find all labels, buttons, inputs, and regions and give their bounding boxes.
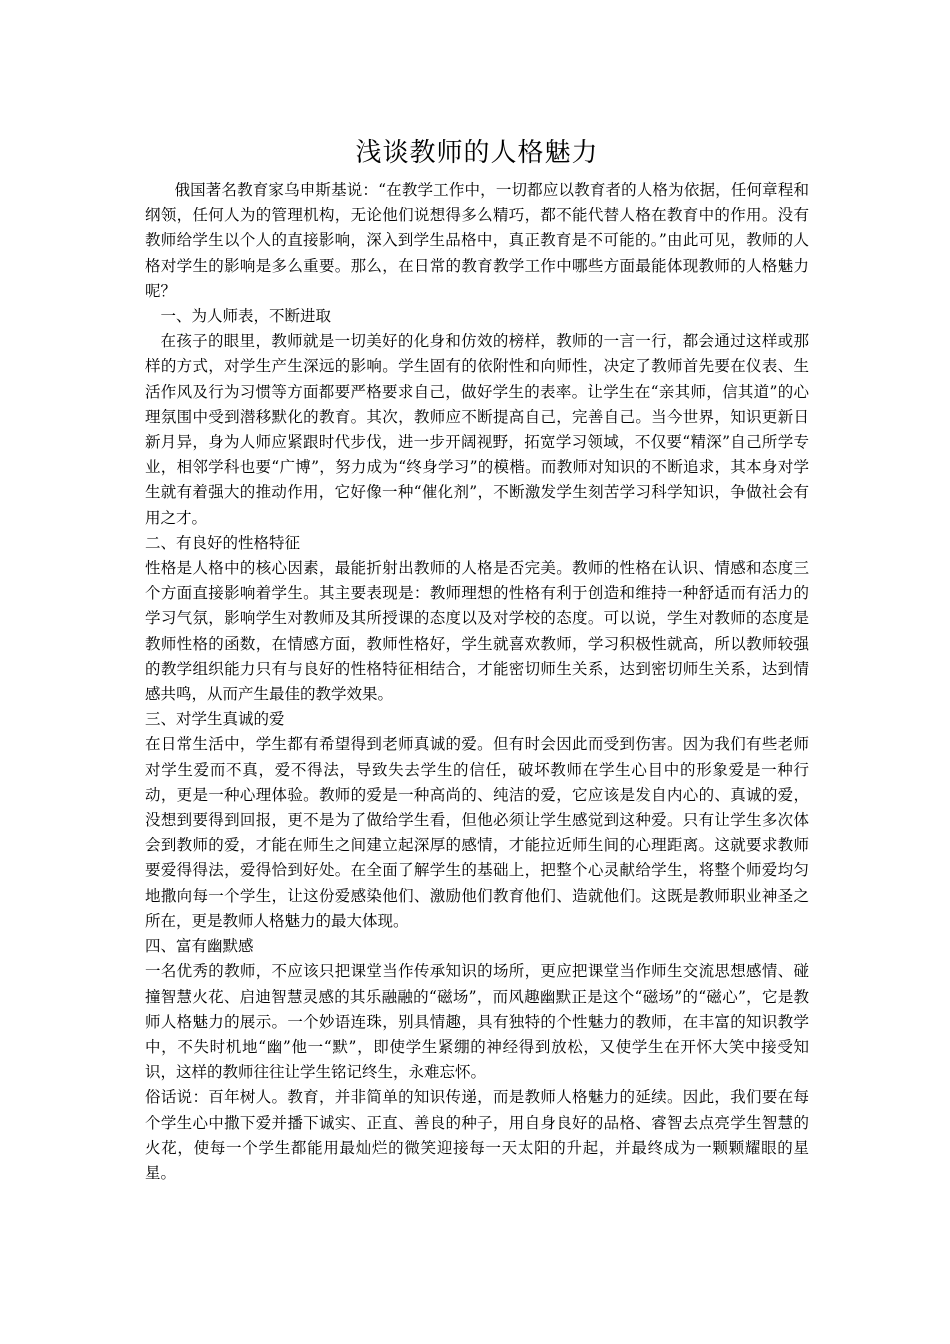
document-page: [145, 136, 809, 1186]
section-body-1: 在孩子的眼里，教师就是一切美好的化身和仿效的榜样，教师的一言一行，都会通过这样或那样的方式，对学生产生深远的影响。学生固有的依附性和向师性，决定了教师首先要在仪表、生活作风及行为习惯等方面都要严格要求自己，做好学生的表率。让学生在“亲其师，信其道”的心理氛围中受到潜移默化的教育。其次，教师应不断提高自己，完善自己。当今世界，知识更新日新月异，身为人师应紧跟时代步伐，进一步开阔视野，拓宽学习领域，不仅要“精深”自己所学专业，相邻学科也要“广博”，努力成为“终身学习”的模楷。而教师对知识的不断追求，其本身对学生就有着强大的推动作用，它好像一种“催化剂”，不断激发学生刻苦学习科学知识，争做社会有用之才。: [145, 332, 809, 527]
document-title: 浅谈教师的人格魅力: [355, 138, 599, 168]
section-body-4: 一名优秀的教师，不应该只把课堂当作传承知识的场所，更应把课堂当作师生交流思想感情、碰撞智慧火花、启迪智慧灵感的其乐融融的“磁场”，而风趣幽默正是这个“磁场”的“磁心”，它是教师人格魅力的展示。一个妙语连珠，别具情趣，具有独特的个性魅力的教师，在丰富的知识教学中，不失时机地“幽”他一“默”，即使学生紧绷的神经得到放松，又使学生在开怀大笑中接受知识，这样的教师往往让学生铭记终生，永难忘怀。: [145, 962, 809, 1082]
intro-paragraph: 俄国著名教育家乌申斯基说：“在教学工作中，一切都应以教育者的人格为依据，任何章程和纲领，任何人为的管理机构，无论他们说想得多么精巧，都不能代替人格在教育中的作用。没有教师给学生以个人的直接影响，深入到学生品格中，真正教育是不可能的。”由此可见，教师的人格对学生的影响是多么重要。那么，在日常的教育教学工作中哪些方面最能体现教师的人格魅力呢？: [145, 181, 809, 300]
section-body-3: 在日常生活中，学生都有希望得到老师真诚的爱。但有时会因此而受到伤害。因为我们有些老师对学生爱而不真，爱不得法，导致失去学生的信任，破坏教师在学生心目中的形象爱是一种行动，更是一种心理体验。教师的爱是一种高尚的、纯洁的爱，它应该是发自内心的、真诚的爱，没想到要得到回报，更不是为了做给学生看，但他必须让学生感觉到这种爱。只有让学生多次体会到教师的爱，才能在师生之间建立起深厚的感情，才能拉近师生间的心理距离。这就要求教师要爱得得法，爱得恰到好处。在全面了解学生的基础上，把整个心灵献给学生，将整个师爱均匀地撒向每一个学生，让这份爱感染他们、激励他们教育他们、造就他们。这既是教师职业神圣之所在，更是教师人格魅力的最大体现。: [145, 735, 809, 930]
conclusion-paragraph: 俗话说：百年树人。教育，并非简单的知识传递，而是教师人格魅力的延续。因此，我们要在每个学生心中撒下爱并播下诚实、正直、善良的种子，用自身良好的品格、睿智去点亮学生智慧的火花，使每一个学生都能用最灿烂的微笑迎接每一天太阳的升起，并最终成为一颗颗耀眼的星星。: [145, 1088, 809, 1182]
section-heading-2: 二、有良好的性格特征: [145, 533, 301, 552]
section-body-2: 性格是人格中的核心因素，最能折射出教师的人格是否完美。教师的性格在认识、情感和态度三个方面直接影响着学生。其主要表现是：教师理想的性格有利于创造和维持一种舒适而有活力的学习气氛，影响学生对教师及其所授课的态度以及对学校的态度。可以说，学生对教师的态度是教师性格的函数，在情感方面，教师性格好，学生就喜欢教师，学习积极性就高，所以教师较强的教学组织能力只有与良好的性格特征相结合，才能密切师生关系，达到密切师生关系，达到情感共鸣，从而产生最佳的教学效果。: [145, 559, 809, 704]
section-heading-3: 三、对学生真诚的爱: [145, 710, 285, 729]
section-heading-4: 四、富有幽默感: [145, 937, 254, 956]
section-heading-1: 一、为人师表，不断进取: [160, 307, 332, 326]
